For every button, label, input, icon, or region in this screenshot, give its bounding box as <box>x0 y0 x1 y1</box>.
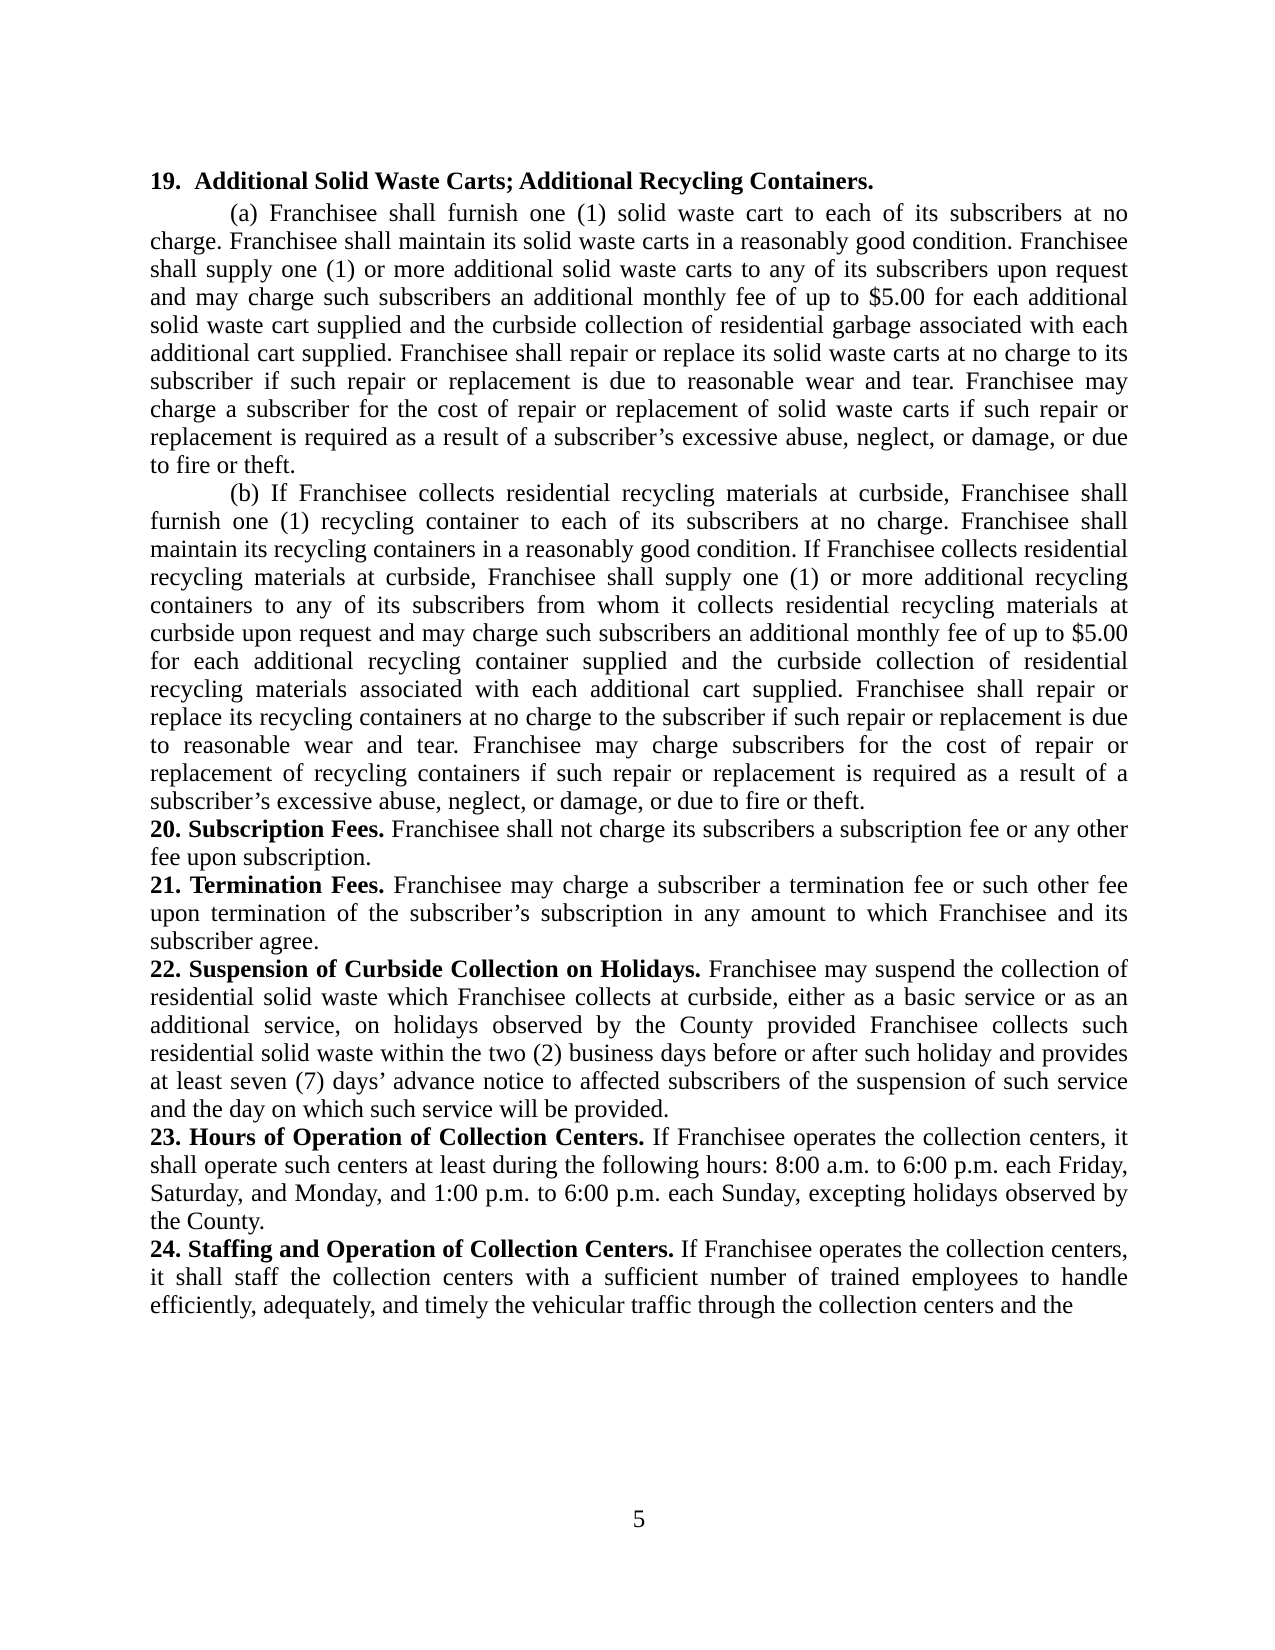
section-23-title: Hours of Operation of Collection Centers. <box>189 1124 645 1151</box>
section-21-body: Franchisee may charge a subscriber a termination fee or such other fee upon termination of the subscriber’s subscription in any amount to which Franchisee and its subscriber agree. <box>150 872 1128 955</box>
section-23-heading <box>150 1124 645 1151</box>
section-20-heading <box>150 816 384 843</box>
section-24-number: 24. <box>150 1236 182 1263</box>
page-footer <box>150 1506 1128 1534</box>
section-21-title: Termination Fees. <box>189 872 385 899</box>
section-22-body: Franchisee may suspend the collection of residential solid waste which Franchisee collects at curbside, either as a basic service or as an additional service, on holidays observed by the County provided Franchisee collects such residential solid waste within the two (2) business days before or after such holiday and provides at least seven (7) days’ advance notice to affected subscribers of the suspension of such service and the day on which such service will be provided. <box>150 956 1129 1123</box>
section-23-body: If Franchisee operates the collection centers, it shall operate such centers at least during the following hours: 8:00 a.m. to 6:00 p.m. each Friday, Saturday, and Monday, and 1:00 p.m. to 6:00 p.m. each Sunday, excepting holidays observed by the County. <box>150 1124 1128 1235</box>
section-23 <box>150 1124 1128 1236</box>
section-21-number: 21. <box>150 872 182 899</box>
section-19-paragraph-a: (a) Franchisee shall furnish one (1) solid waste cart to each of its subscribers at no charge. Franchisee shall maintain its solid waste carts in a reasonably good condition. Franchisee shall supply one (1) or more additional solid waste carts to any of its subscribers upon request and may charge such subscribers an additional monthly fee of up to $5.00 for each additional solid waste cart supplied and the curbside collection of residential garbage associated with each additional cart supplied. Franchisee shall repair or replace its solid waste carts at no charge to its subscriber if such repair or replacement is due to reasonable wear and tear. Franchisee may charge a subscriber for the cost of repair or replacement of solid waste carts if such repair or replacement is required as a result of a subscriber’s excessive abuse, neglect, or damage, or due to fire or theft. <box>150 200 1128 479</box>
section-19-title: Additional Solid Waste Carts; Additional Recycling Containers. <box>194 168 874 195</box>
section-24-heading <box>150 1236 674 1263</box>
section-19-paragraph-b: (b) If Franchisee collects residential recycling materials at curbside, Franchisee shall furnish one (1) recycling container to each of its subscribers at no charge. Franchisee shall maintain its recycling containers in a reasonably good condition. If Franchisee collects residential recycling materials at curbside, Franchisee shall supply one (1) or more additional recycling containers to any of its subscribers from whom it collects residential recycling materials at curbside upon request and may charge such subscribers an additional monthly fee of up to $5.00 for each additional recycling container supplied and the curbside collection of residential recycling materials associated with each additional cart supplied. Franchisee shall repair or replace its recycling containers at no charge to the subscriber if such repair or replacement is due to reasonable wear and tear. Franchisee may charge subscribers for the cost of repair or replacement of recycling containers if such repair or replacement is required as a result of a subscriber’s excessive abuse, neglect, or damage, or due to fire or theft. <box>150 480 1128 815</box>
section-20-number: 20. <box>150 816 182 843</box>
section-22 <box>150 956 1128 1124</box>
section-20 <box>150 816 1128 872</box>
section-21 <box>150 872 1128 956</box>
section-22-number: 22. <box>150 956 182 983</box>
section-22-title: Suspension of Curbside Collection on Holidays. <box>188 956 701 983</box>
section-19-number: 19. <box>150 168 182 195</box>
section-21-heading <box>150 872 384 899</box>
section-20-body: Franchisee shall not charge its subscribers a subscription fee or any other fee upon subscription. <box>150 816 1129 871</box>
document-content <box>150 168 1128 1320</box>
section-24-body: If Franchisee operates the collection centers, it shall staff the collection centers with a sufficient number of trained employees to handle efficiently, adequately, and timely the vehicular traffic through the collection centers and the <box>150 1236 1128 1319</box>
section-19-heading <box>150 168 1128 196</box>
section-24-title: Staffing and Operation of Collection Centers. <box>187 1236 675 1263</box>
page-number: 5 <box>632 1506 646 1533</box>
section-20-title: Subscription Fees. <box>188 816 385 843</box>
section-24 <box>150 1236 1128 1320</box>
section-22-heading <box>150 956 701 983</box>
section-23-number: 23. <box>150 1124 182 1151</box>
